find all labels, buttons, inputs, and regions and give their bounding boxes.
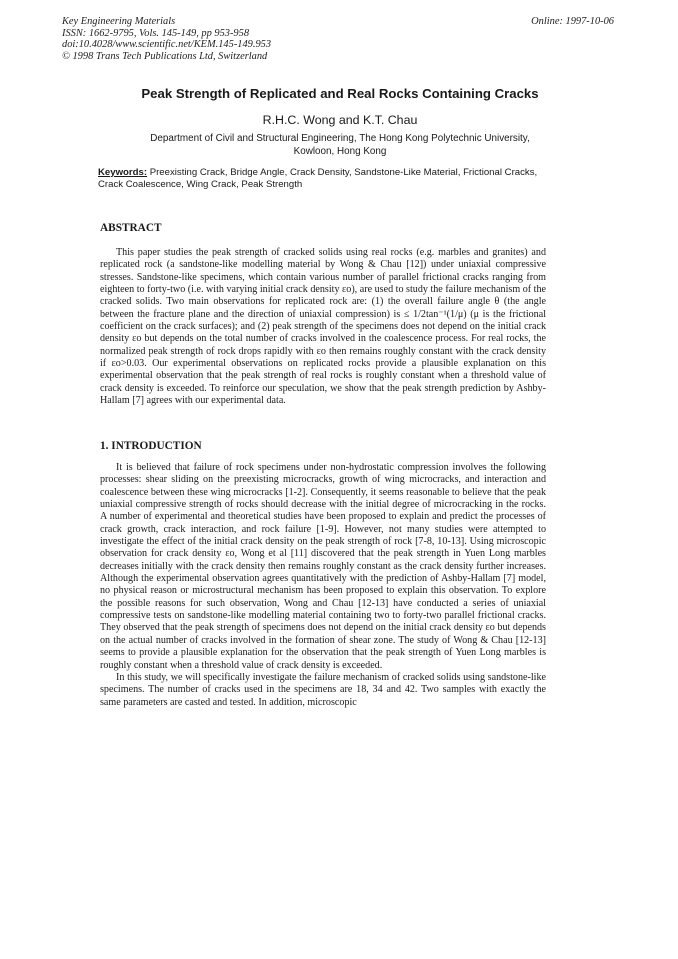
copyright-line: © 1998 Trans Tech Publications Ltd, Switzerland	[62, 50, 268, 62]
issn-line: ISSN: 1662-9795, Vols. 145-149, pp 953-958	[62, 27, 250, 39]
abstract-paragraph: This paper studies the peak strength of cracked solids using real rocks (e.g. marbles and granites) and replicated rock (a sandstone-like modelling material by Wong & Chau [12]) under uniaxial compressive stresses. Sandstone-like specimens, which contain various number of parallel frictional cracks ranging from eighteen to forty-two (i.e. with varying initial crack density εo), are used to study the failure mechanism of the cracked solids. Two main observations for replicated rock are: (1) the overall failure angle θ (the angle between the fracture plane and the direction of uniaxial compression) is ≤ 1/2tan⁻¹(1/μ) (μ is the frictional coefficient on the crack surfaces); and (2) peak strength of the specimens does not depend on the initial crack density εo but depends on the total number of cracks involved in the coalescence process. For real rocks, the normalized peak strength of rock drops rapidly with εo then remains roughly constant with the crack density if εo>0.03. Our experimental observations on replicated rocks provide a plausible explanation on this experimental observation that the peak strength of real rocks is roughly constant when a threshold value of crack density is exceeded. To reinforce our speculation, we show that the peak strength prediction by Ashby-Hallam [7] agrees with our experimental data.	[100, 247, 546, 407]
introduction-paragraph-2: In this study, we will specifically investigate the failure mechanism of cracked solids using sandstone-like specimens. The number of cracks used in the specimens are 18, 34 and 42. Two samples with exactly the same parameters are casted and tested. In addition, microscopic	[100, 671, 546, 708]
online-date: Online: 1997-10-06	[531, 16, 614, 27]
journal-header	[62, 16, 271, 62]
affiliation-line-1: Department of Civil and Structural Engineering, The Hong Kong Polytechnic University,	[150, 133, 530, 144]
keywords-label: Keywords:	[98, 167, 148, 178]
keywords-block	[98, 167, 548, 191]
keywords-text: Preexisting Crack, Bridge Angle, Crack Density, Sandstone-Like Material, Frictional Cracks, Crack Coalescence, Wing Crack, Peak Strength	[98, 167, 538, 191]
introduction-body	[100, 462, 546, 709]
introduction-heading: 1. INTRODUCTION	[100, 440, 202, 452]
paper-authors: R.H.C. Wong and K.T. Chau	[262, 113, 418, 127]
journal-name: Key Engineering Materials	[62, 16, 176, 27]
affiliation	[110, 133, 570, 158]
affiliation-line-2: Kowloon, Hong Kong	[293, 145, 387, 157]
introduction-paragraph-1: It is believed that failure of rock specimens under non-hydrostatic compression involves the following processes: shear sliding on the preexisting microcracks, growth of wing microcracks, and interaction and coalescence between these wing microcracks [1-2]. Consequently, it seems reasonable to believe that the peak uniaxial compressive strength of rocks should decrease with the initial degree of microcracking in the rocks. A number of experimental and theoretical studies have been proposed to explain and predict the processes of crack growth, crack interaction, and rock failure [1-9]. However, not many studies were attempted to investigate the effect of the initial crack density on the peak strength of rock [7-8, 10-13]. Using microscopic observation for crack density εo, Wong et al [11] discovered that the peak strength in Yuen Long marbles decreases initially with the crack density then remains roughly constant as the crack density further increases. Although the experimental observation agrees quantitatively with the prediction of Ashby-Hallam [7] model, no physical reason or microstructural mechanism has been proposed to explain this observation. To explore the possible reasons for such observation, Wong and Chau [12-13] have conducted a series of uniaxial compressive tests on sandstone-like modelling material containing two to forty-two parallel frictional cracks. They observed that the peak strength of specimens does not depend on the initial crack density εo but depends on the actual number of cracks involved in the formation of shear zone. The study of Wong & Chau [12-13] seems to provide a plausible explanation for the observation that the peak strength of Yuen Long marbles is roughly constant when a threshold value of crack density is exceeded.	[100, 462, 546, 671]
abstract-body	[100, 247, 546, 407]
abstract-heading: ABSTRACT	[100, 222, 162, 234]
doi-line[interactable]: doi:10.4028/www.scientific.net/KEM.145-149.953	[62, 39, 272, 51]
paper-title: Peak Strength of Replicated and Real Rocks Containing Cracks	[141, 86, 539, 101]
